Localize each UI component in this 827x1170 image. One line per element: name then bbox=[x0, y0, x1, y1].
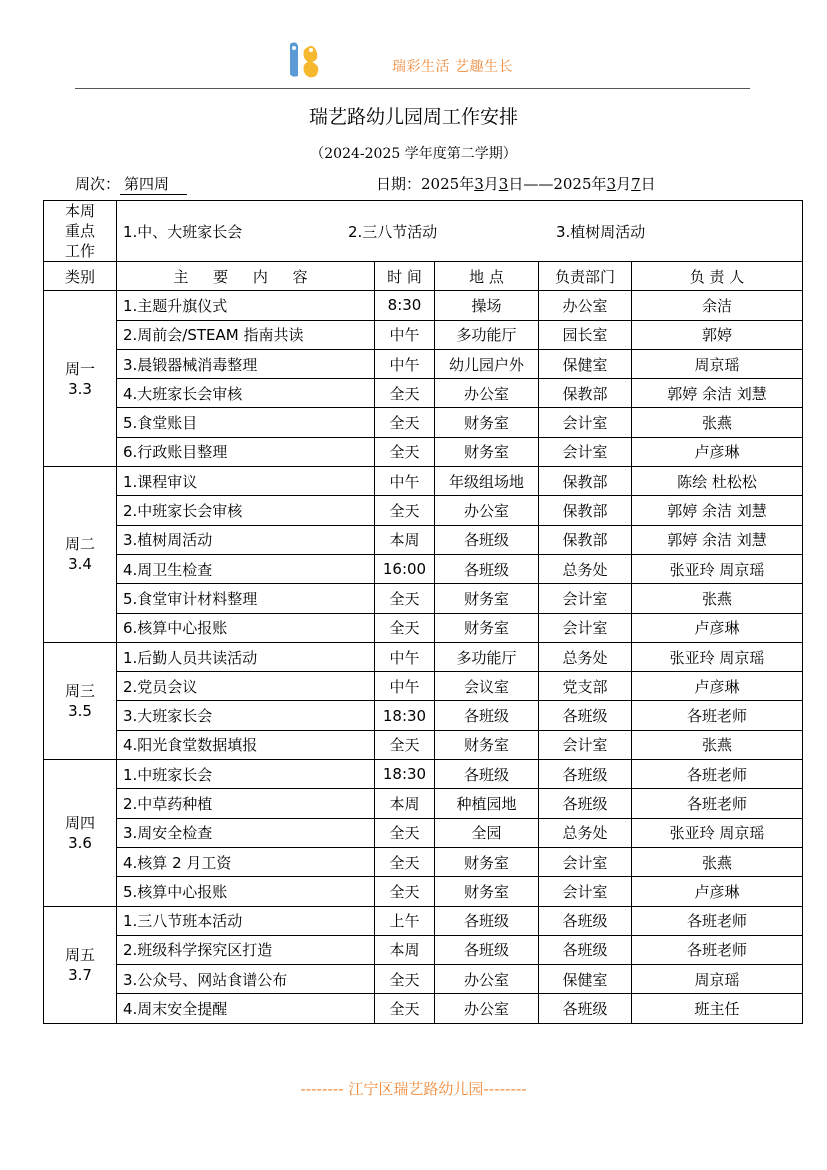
task-content: 4.阳光食堂数据填报 bbox=[117, 730, 375, 759]
task-dept: 总务处 bbox=[539, 554, 632, 583]
task-time: 全天 bbox=[375, 584, 435, 613]
task-dept: 保教部 bbox=[539, 467, 632, 496]
task-dept: 总务处 bbox=[539, 818, 632, 847]
column-header: 类别 bbox=[44, 262, 117, 291]
task-content: 1.主题升旗仪式 bbox=[117, 291, 375, 320]
task-dept: 会计室 bbox=[539, 437, 632, 466]
date-info bbox=[376, 173, 656, 194]
task-place: 各班级 bbox=[435, 554, 539, 583]
task-content: 3.周安全检查 bbox=[117, 818, 375, 847]
task-place: 财务室 bbox=[435, 584, 539, 613]
task-place: 财务室 bbox=[435, 408, 539, 437]
task-person: 余洁 bbox=[632, 291, 803, 320]
task-place: 办公室 bbox=[435, 994, 539, 1023]
table-row bbox=[44, 642, 803, 671]
task-place: 各班级 bbox=[435, 760, 539, 789]
column-header: 地 点 bbox=[435, 262, 539, 291]
task-dept: 保健室 bbox=[539, 349, 632, 378]
week-info bbox=[75, 173, 187, 195]
task-content: 1.后勤人员共读活动 bbox=[117, 642, 375, 671]
task-time: 中午 bbox=[375, 672, 435, 701]
task-content: 4.周末安全提醒 bbox=[117, 994, 375, 1023]
table-row bbox=[44, 877, 803, 906]
task-time: 本周 bbox=[375, 789, 435, 818]
task-time: 本周 bbox=[375, 525, 435, 554]
task-place: 全园 bbox=[435, 818, 539, 847]
day-name: 周三 bbox=[64, 681, 95, 700]
task-place: 财务室 bbox=[435, 613, 539, 642]
header-slogan: 瑞彩生活 艺趣生长 bbox=[392, 59, 513, 75]
task-dept: 会计室 bbox=[539, 584, 632, 613]
task-place: 幼儿园户外 bbox=[435, 349, 539, 378]
column-header: 时 间 bbox=[375, 262, 435, 291]
task-content: 3.公众号、网站食谱公布 bbox=[117, 965, 375, 994]
day-date: 3.5 bbox=[68, 701, 92, 720]
task-dept: 各班级 bbox=[539, 789, 632, 818]
date-start-month: 3 bbox=[474, 175, 484, 193]
task-dept: 保教部 bbox=[539, 525, 632, 554]
table-row bbox=[44, 613, 803, 642]
task-dept: 会计室 bbox=[539, 847, 632, 876]
focus-label-line: 工作 bbox=[64, 242, 95, 260]
task-content: 2.中草药种植 bbox=[117, 789, 375, 818]
day-cell bbox=[44, 642, 117, 759]
task-time: 上午 bbox=[375, 906, 435, 935]
day-date: 3.3 bbox=[68, 379, 92, 398]
task-place: 各班级 bbox=[435, 906, 539, 935]
task-person: 周京瑶 bbox=[632, 349, 803, 378]
task-dept: 各班级 bbox=[539, 935, 632, 964]
date-start-year: 2025 bbox=[421, 175, 460, 193]
task-dept: 保健室 bbox=[539, 965, 632, 994]
date-month-char: 月 bbox=[616, 175, 632, 193]
day-cell bbox=[44, 467, 117, 643]
task-person: 张亚玲 周京瑶 bbox=[632, 642, 803, 671]
task-person: 陈绘 杜松松 bbox=[632, 467, 803, 496]
day-name: 周二 bbox=[64, 535, 95, 554]
focus-row bbox=[44, 201, 803, 262]
task-content: 4.大班家长会审核 bbox=[117, 379, 375, 408]
task-time: 中午 bbox=[375, 320, 435, 349]
task-person: 各班老师 bbox=[632, 701, 803, 730]
table-row bbox=[44, 818, 803, 847]
table-row bbox=[44, 789, 803, 818]
task-place: 财务室 bbox=[435, 730, 539, 759]
day-name: 周五 bbox=[64, 945, 95, 964]
task-person: 周京瑶 bbox=[632, 965, 803, 994]
task-time: 全天 bbox=[375, 730, 435, 759]
table-row bbox=[44, 730, 803, 759]
task-dept: 总务处 bbox=[539, 642, 632, 671]
table-row bbox=[44, 672, 803, 701]
focus-label-line: 重点 bbox=[64, 222, 95, 240]
task-content: 3.大班家长会 bbox=[117, 701, 375, 730]
task-place: 各班级 bbox=[435, 525, 539, 554]
task-time: 16:00 bbox=[375, 554, 435, 583]
task-person: 各班老师 bbox=[632, 935, 803, 964]
task-content: 3.植树周活动 bbox=[117, 525, 375, 554]
day-name: 周一 bbox=[64, 359, 95, 378]
task-person: 卢彦琳 bbox=[632, 672, 803, 701]
task-place: 种植园地 bbox=[435, 789, 539, 818]
task-person: 卢彦琳 bbox=[632, 877, 803, 906]
task-person: 各班老师 bbox=[632, 906, 803, 935]
task-content: 2.班级科学探究区打造 bbox=[117, 935, 375, 964]
week-value: 第四周 bbox=[120, 173, 187, 195]
task-time: 全天 bbox=[375, 379, 435, 408]
task-place: 多功能厅 bbox=[435, 320, 539, 349]
task-place: 多功能厅 bbox=[435, 642, 539, 671]
task-place: 办公室 bbox=[435, 965, 539, 994]
task-content: 1.三八节班本活动 bbox=[117, 906, 375, 935]
task-dept: 各班级 bbox=[539, 994, 632, 1023]
day-cell bbox=[44, 291, 117, 467]
focus-label-line: 本周 bbox=[64, 202, 95, 220]
task-content: 2.党员会议 bbox=[117, 672, 375, 701]
task-content: 2.中班家长会审核 bbox=[117, 496, 375, 525]
task-content: 4.核算 2 月工资 bbox=[117, 847, 375, 876]
task-time: 18:30 bbox=[375, 760, 435, 789]
table-row bbox=[44, 320, 803, 349]
day-date: 3.7 bbox=[68, 965, 92, 984]
task-dept: 保教部 bbox=[539, 496, 632, 525]
task-person: 郭婷 bbox=[632, 320, 803, 349]
task-time: 全天 bbox=[375, 965, 435, 994]
date-label: 日期： bbox=[376, 175, 422, 193]
day-date: 3.4 bbox=[68, 555, 92, 574]
task-time: 中午 bbox=[375, 467, 435, 496]
task-place: 办公室 bbox=[435, 496, 539, 525]
task-time: 全天 bbox=[375, 408, 435, 437]
task-time: 全天 bbox=[375, 877, 435, 906]
task-time: 全天 bbox=[375, 496, 435, 525]
table-row bbox=[44, 965, 803, 994]
task-place: 各班级 bbox=[435, 701, 539, 730]
header-divider bbox=[75, 88, 750, 89]
date-start-day: 3 bbox=[498, 175, 509, 193]
task-dept: 会计室 bbox=[539, 730, 632, 759]
task-person: 郭婷 余洁 刘慧 bbox=[632, 525, 803, 554]
task-time: 8:30 bbox=[375, 291, 435, 320]
task-person: 张亚玲 周京瑶 bbox=[632, 554, 803, 583]
school-logo-icon bbox=[282, 40, 330, 80]
day-name: 周四 bbox=[64, 813, 95, 832]
table-row bbox=[44, 760, 803, 789]
task-person: 各班老师 bbox=[632, 760, 803, 789]
date-year-char: 年 bbox=[459, 175, 475, 193]
column-header: 主 要 内 容 bbox=[117, 262, 375, 291]
table-row bbox=[44, 584, 803, 613]
task-place: 操场 bbox=[435, 291, 539, 320]
task-content: 5.食堂审计材料整理 bbox=[117, 584, 375, 613]
task-person: 班主任 bbox=[632, 994, 803, 1023]
task-person: 张燕 bbox=[632, 408, 803, 437]
task-person: 各班老师 bbox=[632, 789, 803, 818]
date-month-char: 月 bbox=[483, 175, 499, 193]
task-time: 全天 bbox=[375, 437, 435, 466]
week-label: 周次： bbox=[75, 175, 121, 193]
task-time: 全天 bbox=[375, 847, 435, 876]
task-time: 全天 bbox=[375, 613, 435, 642]
page-header bbox=[0, 0, 827, 100]
focus-item: 1.中、大班家长会 bbox=[123, 222, 243, 241]
task-dept: 会计室 bbox=[539, 408, 632, 437]
column-header: 负 责 人 bbox=[632, 262, 803, 291]
focus-items bbox=[117, 201, 803, 262]
table-row bbox=[44, 847, 803, 876]
task-content: 2.周前会/STEAM 指南共读 bbox=[117, 320, 375, 349]
task-dept: 各班级 bbox=[539, 760, 632, 789]
task-place: 财务室 bbox=[435, 847, 539, 876]
task-place: 年级组场地 bbox=[435, 467, 539, 496]
task-content: 6.行政账目整理 bbox=[117, 437, 375, 466]
date-day-char: 日 bbox=[508, 175, 524, 193]
task-place: 财务室 bbox=[435, 877, 539, 906]
task-content: 4.周卫生检查 bbox=[117, 554, 375, 583]
task-time: 中午 bbox=[375, 642, 435, 671]
task-content: 3.晨锻器械消毒整理 bbox=[117, 349, 375, 378]
focus-item: 2.三八节活动 bbox=[348, 222, 438, 241]
day-cell bbox=[44, 906, 117, 1023]
task-dept: 党支部 bbox=[539, 672, 632, 701]
task-person: 卢彦琳 bbox=[632, 437, 803, 466]
table-row bbox=[44, 994, 803, 1023]
task-person: 张燕 bbox=[632, 847, 803, 876]
task-dept: 各班级 bbox=[539, 701, 632, 730]
task-time: 全天 bbox=[375, 818, 435, 847]
table-row bbox=[44, 935, 803, 964]
focus-item: 3.植树周活动 bbox=[556, 222, 646, 241]
table-row bbox=[44, 379, 803, 408]
date-separator: —— bbox=[523, 175, 554, 193]
page-title: 瑞艺路幼儿园周工作安排 bbox=[308, 106, 518, 128]
table-row bbox=[44, 291, 803, 320]
task-person: 卢彦琳 bbox=[632, 613, 803, 642]
table-row bbox=[44, 437, 803, 466]
focus-label bbox=[44, 201, 117, 262]
task-time: 全天 bbox=[375, 994, 435, 1023]
task-dept: 保教部 bbox=[539, 379, 632, 408]
day-cell bbox=[44, 760, 117, 906]
schedule-table bbox=[43, 200, 803, 1024]
task-person: 张燕 bbox=[632, 730, 803, 759]
date-year-char: 年 bbox=[591, 175, 607, 193]
table-row bbox=[44, 496, 803, 525]
date-end-year: 2025 bbox=[553, 175, 592, 193]
task-content: 6.核算中心报账 bbox=[117, 613, 375, 642]
task-time: 18:30 bbox=[375, 701, 435, 730]
task-content: 5.核算中心报账 bbox=[117, 877, 375, 906]
task-place: 办公室 bbox=[435, 379, 539, 408]
task-dept: 园长室 bbox=[539, 320, 632, 349]
day-date: 3.6 bbox=[68, 833, 92, 852]
date-end-day: 7 bbox=[631, 175, 641, 193]
task-person: 张燕 bbox=[632, 584, 803, 613]
page-subtitle: （2024-2025 学年度第二学期） bbox=[310, 146, 517, 162]
table-row bbox=[44, 349, 803, 378]
table-row bbox=[44, 701, 803, 730]
date-day-char: 日 bbox=[640, 175, 656, 193]
task-content: 1.课程审议 bbox=[117, 467, 375, 496]
table-row bbox=[44, 554, 803, 583]
task-person: 郭婷 余洁 刘慧 bbox=[632, 496, 803, 525]
task-content: 5.食堂账目 bbox=[117, 408, 375, 437]
table-row bbox=[44, 525, 803, 554]
table-row bbox=[44, 906, 803, 935]
table-header-row bbox=[44, 262, 803, 291]
task-content: 1.中班家长会 bbox=[117, 760, 375, 789]
table-row bbox=[44, 467, 803, 496]
column-header: 负责部门 bbox=[539, 262, 632, 291]
task-person: 郭婷 余洁 刘慧 bbox=[632, 379, 803, 408]
task-time: 本周 bbox=[375, 935, 435, 964]
task-dept: 会计室 bbox=[539, 877, 632, 906]
task-place: 财务室 bbox=[435, 437, 539, 466]
task-time: 中午 bbox=[375, 349, 435, 378]
task-place: 各班级 bbox=[435, 935, 539, 964]
task-dept: 办公室 bbox=[539, 291, 632, 320]
table-row bbox=[44, 408, 803, 437]
task-dept: 会计室 bbox=[539, 613, 632, 642]
task-dept: 各班级 bbox=[539, 906, 632, 935]
task-place: 会议室 bbox=[435, 672, 539, 701]
page-footer: -------- 江宁区瑞艺路幼儿园-------- bbox=[300, 1080, 527, 1098]
task-person: 张亚玲 周京瑶 bbox=[632, 818, 803, 847]
date-end-month: 3 bbox=[606, 175, 617, 193]
